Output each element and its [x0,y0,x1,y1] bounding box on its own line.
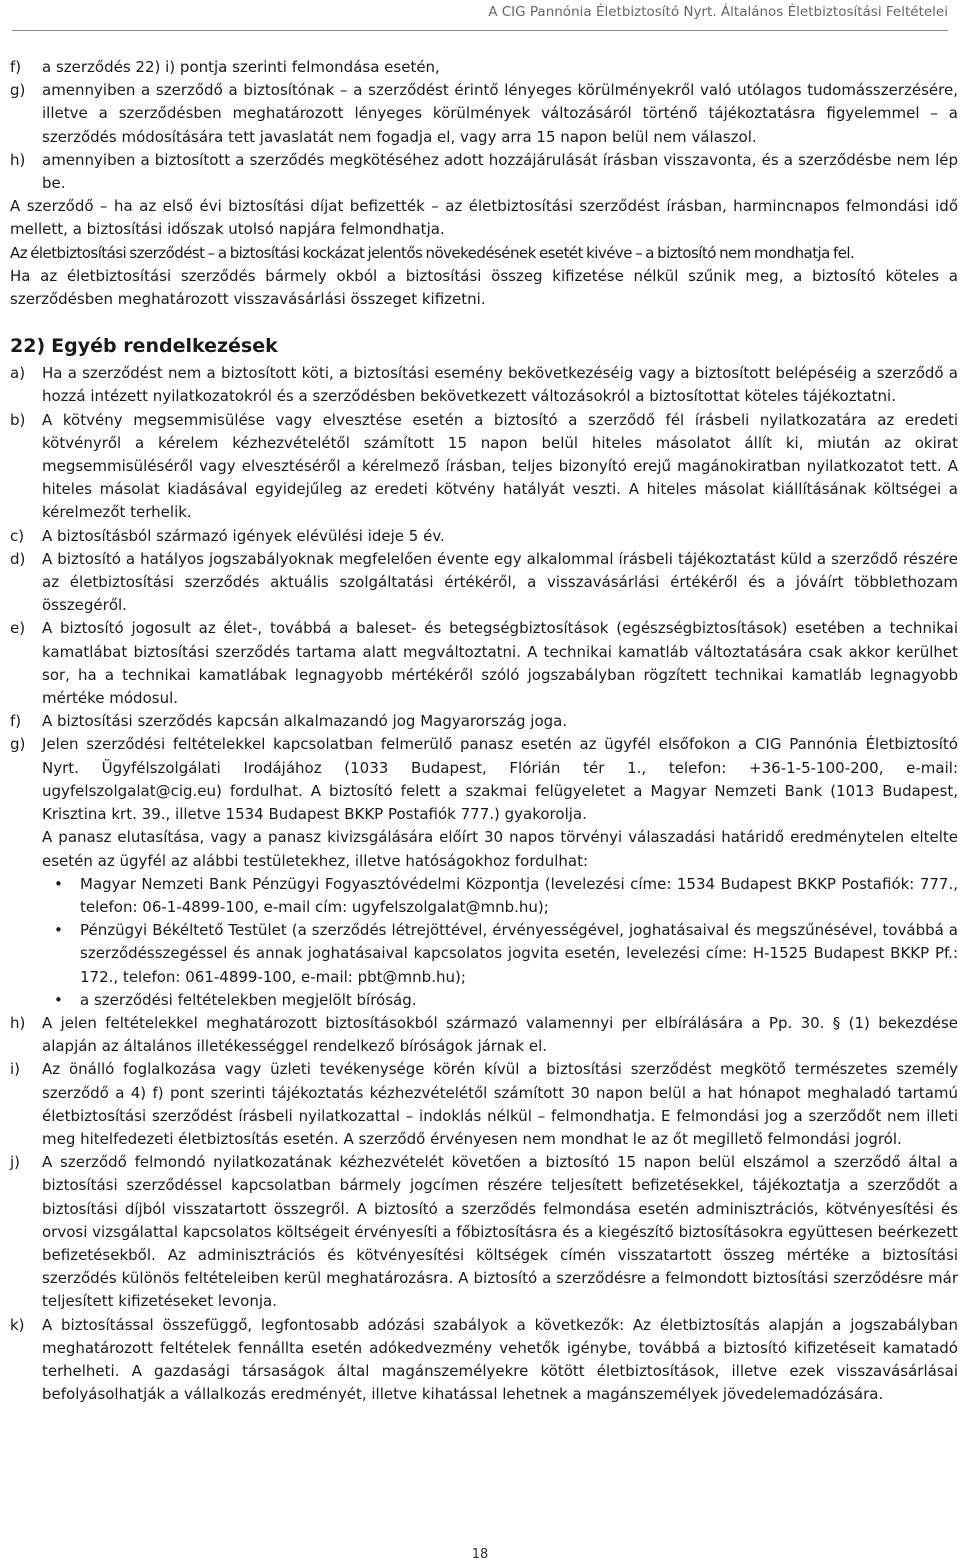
clause-marker: i) [10,1060,21,1079]
bullet-marker: • [54,921,63,940]
section-heading [10,334,958,358]
clause-d [10,548,958,618]
clause-a [10,362,958,408]
clause-i [10,1058,958,1151]
list-item-text: amennyiben a szerződő a biztosítónak – a szerződést érintő lényeges körülményekről való utólagos tudomásszerzésére, illetve a szerződésben meghatározott lényeges körülmények változásáról történő tájékoztatásra figyelemmel – a szerződés módosítására tett javaslatát nem fogadja el, vagy arra 15 napon belül nem válaszol. [42,81,958,146]
clause-h [10,1012,958,1058]
bullet-text: Magyar Nemzeti Bank Pénzügyi Fogyasztóvédelmi Központja (levelezési címe: 1534 Budapest BKKP Postafiók: 777., telefon: 06-1-4899-100, e-mail cím: ugyfelszolgalat@mnb.hu); [80,874,958,916]
bullet-item [42,873,958,919]
bullet-item [42,989,958,1012]
bullet-marker: • [54,990,63,1009]
clause-text: A szerződő felmondó nyilatkozatának kézhezvételét követően a biztosító 15 napon belül elszámol a szerződő által a biztosítási szerződéssel kapcsolatban bármely jogcímen részére teljesített befizetésekkel, tájékoztatja a szerződőt a biztosítási díjból visszatartott összegről. A biztosító a szerződés felmondása esetén adminisztrációs, kötvényesítési és orvosi vizsgálattal kapcsolatos költségeit érvényesíti a főbiztosításra és a kiegészítő biztosításokra együttesen beérkezett befizetésekből. Az adminisztrációs és kötvényesítési költségek címén visszatartott összeg mértéke a biztosítási szerződés különös feltételeiben kerül meghatározásra. A biztosító a szerződésre a felmondott biztosítási szerződésre már teljesített kifizetéseket levonja. [42,1153,958,1311]
clause-marker: h) [10,1013,26,1032]
clause-g [10,733,958,1011]
clause-text: A biztosító jogosult az élet-, továbbá a baleset- és betegségbiztosítások (egészségbiztosítások) esetében a technikai kamatlábat biztosítási szerződés tartama alatt megváltoztatni. A technikai kamatláb változtatására csak akkor kerülhet sor, ha a technikai kamatlábak legnagyobb mértékéről szóló jogszabályban rögzített technikai kamatláb legnagyobb mértéke módosul. [42,619,958,708]
clause-marker: e) [10,619,26,638]
clause-marker: j) [10,1153,21,1172]
clause-text: Ha a szerződést nem a biztosított köti, a biztosítási esemény bekövetkezéséig vagy a biztosított belépéséig a szerződő a hozzá intézett nyilatkozatokról és a szerződésben bekövetkezett változásokról a biztosítottat köteles tájékoztatni. [42,364,958,406]
clause-marker: g) [10,735,26,754]
section-title: Egyéb rendelkezések [51,335,278,358]
paragraph-insurer-no-termination: Az életbiztosítási szerződést – a biztosítási kockázat jelentős növekedésének esetét kivéve – a biztosító nem mondhatja fel. [10,243,855,262]
clause-text: A biztosításból származó igények elévülési ideje 5 év. [42,526,445,545]
clause-c [10,525,958,548]
clause-j [10,1151,958,1313]
list-item-text: amennyiben a biztosított a szerződés megkötéséhez adott hozzájárulását írásban visszavonta, és a szerződésbe nem lép be. [42,150,958,193]
clause-text: A kötvény megsemmisülése vagy elvesztése esetén a biztosító a szerződő fél írásbeli nyilatkozatára az eredeti kötvényről a kérelem kézhezvételétől számított 15 napon belül hiteles másolatot állít ki, miután az okirat megsemmisüléséről vagy elvesztéséről a kérelmező írásban, teljes bizonyító erejű magánokiratban nyilatkozatot tett. A hiteles másolat kiadásával egyidejűleg az eredeti kötvény hatályát veszti. A hiteles másolat kiállításának költségei a kérelmezőt terhelik. [42,410,958,522]
page-number: 18 [471,1547,489,1562]
clause-text: A jelen feltételekkel meghatározott biztosításokból származó valamennyi per elbírálására a Pp. 30. § (1) bekezdése alapján az általános illetékességgel rendelkező bíróságok járnak el. [42,1013,958,1056]
list-item-h [10,149,958,195]
clause-text: A biztosító a hatályos jogszabályoknak megfelelően évente egy alkalommal írásbeli tájékoztatást küld a szerződő részére az életbiztosítási szerződés aktuális szolgáltatási értékéről, a visszavásárlási értékéről és a jóváírt többlethozam összegéről. [42,549,958,615]
paragraph-termination-notice: A szerződő – ha az első évi biztosítási díjat befizették – az életbiztosítási szerződést írásban, harmincnapos felmondási idő mellett, a biztosítási időszak utolsó napjára felmondhatja. [10,197,958,239]
document-body [10,56,958,1406]
clause-marker: d) [10,549,26,568]
clause-text: Az önálló foglalkozása vagy üzleti tevékenysége körén kívül a biztosítási szerződést megkötő természetes személy szerződő a 4) f) pont szerinti tájékoztatás kézhezvételétől számított 30 napon belül a hat hónapot meghaladó tartamú életbiztosítási szerződést írásbeli nyilatkozattal – indoklás nélkül – felmondhatja. E felmondási jog a szerződőt nem illeti meg hitelfedezeti életbiztosítás esetén. A szerződő érvényesen nem mondhat le az őt megillető felmondási jogról. [42,1060,958,1148]
clause-text: Jelen szerződési feltételekkel kapcsolatban felmerülő panasz esetén az ügyfél elsőfokon a CIG Pannónia Életbiztosító Nyrt. Ügyfélszolgálati Irodájához (1033 Budapest, Flórián tér 1., telefon: +36-1-5-100-200, e-mail: ugyfelszolgalat@cig.eu) fordulhat. A biztosító felett a szakmai felügyeletet a Magyar Nemzeti Bank (1013 Budapest, Krisztina krt. 39., illetve 1534 Budapest BKKP Postafiók 777.) gyakorolja. [42,735,958,824]
list-marker: h) [10,150,26,169]
bullet-text: Pénzügyi Békéltető Testület (a szerződés létrejöttével, érvényességével, joghatásaival és megszűnésével, továbbá a szerződésszegéssel és annak joghatásaival kapcsolatos jogvita esetén, levelezési címe: H-1525 Budapest BKKP Pf.: 172., telefon: 061-4899-100, e-mail: pbt@mnb.hu); [80,921,958,986]
complaint-bodies-list [42,873,958,1012]
paragraph-surrender-value: Ha az életbiztosítási szerződés bármely okból a biztosítási összeg kifizetése nélkül szűnik meg, a biztosító köteles a szerződésben meghatározott visszavásárlási összeget kifizetni. [10,266,958,309]
list-item-g [10,79,958,149]
clause-marker: k) [10,1315,25,1334]
list-marker: f) [10,58,22,76]
clause-marker: f) [10,712,22,731]
list-item-text: a szerződés 22) i) pontja szerinti felmondása esetén, [42,58,440,76]
bullet-marker: • [54,874,63,893]
list-marker: g) [10,81,26,100]
clause-body [42,733,958,1011]
clause-f [10,710,958,733]
bullet-text: a szerződési feltételekben megjelölt bíróság. [80,990,417,1009]
clause-k [10,1314,958,1407]
clause-text: A biztosítással összefüggő, legfontosabb adózási szabályok a következők: Az életbiztosítás alapján a jogszabályban meghatározott feltételek fennállta esetén adókedvezmény vehetők igénybe, továbbá a biztosító kifizetéseit kamatadó terhelheti. A gazdasági társaságok által magánszemélyekre kötött életbiztosítások, illetve ezek visszavásárlásai befolyásolhatják a vállalkozás eredményét, illetve kihatással lehetnek a magánszemélyek jövedelemadózására. [42,1315,958,1404]
running-header: A CIG Pannónia Életbiztosító Nyrt. Általános Életbiztosítási Feltételei [488,4,948,20]
section-number: 22) [10,335,46,358]
bullet-item [42,919,958,989]
clause-marker: a) [10,364,26,383]
clause-text: A biztosítási szerződés kapcsán alkalmazandó jog Magyarország joga. [42,712,568,731]
list-item-f [10,56,958,79]
header-divider [12,30,948,31]
clause-e [10,617,958,710]
clause-text-complaint: A panasz elutasítása, vagy a panasz kivizsgálására előírt 30 napos törvényi válaszadási határidő eredménytelen eltelte esetén az ügyfél az alábbi testületekhez, illetve hatóságokhoz fordulhat: [42,828,958,870]
clause-b [10,409,958,525]
clause-marker: b) [10,410,26,429]
clause-marker: c) [10,526,25,545]
